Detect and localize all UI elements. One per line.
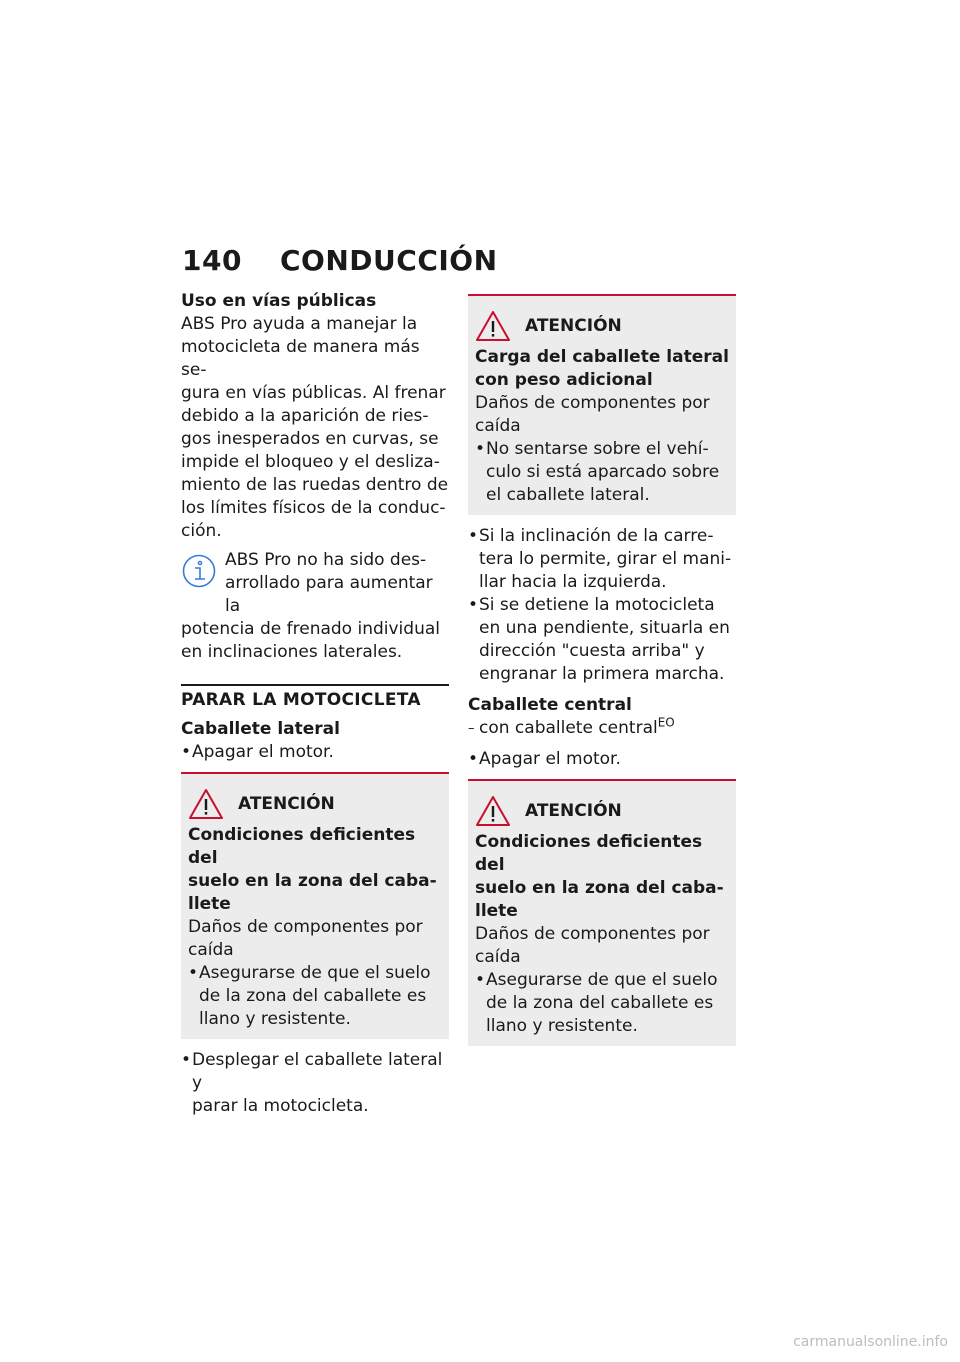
text-line: debido a la aparición de ries- bbox=[181, 406, 429, 426]
warning-text: Daños de componentes por bbox=[475, 924, 710, 944]
warning-title: ATENCIÓN bbox=[525, 801, 622, 821]
page-header bbox=[182, 244, 498, 277]
text-line: ABS Pro ayuda a manejar la bbox=[181, 314, 418, 334]
warning-text: caída bbox=[188, 940, 234, 960]
warning-bullet-cont: de la zona del caballete es bbox=[199, 986, 427, 1006]
text-line: los límites físicos de la conduc- bbox=[181, 498, 446, 518]
warning-bullet-cont: culo si está aparcado sobre bbox=[486, 462, 720, 482]
section-title: PARAR LA MOTOCICLETA bbox=[181, 690, 421, 710]
option-code: EO bbox=[657, 715, 675, 730]
list-item: • Si la inclinación de la carre- bbox=[468, 525, 736, 548]
text-line: potencia de frenado individual bbox=[181, 619, 440, 639]
list-item-cont: engranar la primera marcha. bbox=[479, 664, 725, 684]
text-line: miento de las ruedas dentro de bbox=[181, 475, 449, 495]
warning-bullet-cont: llano y resistente. bbox=[199, 1009, 351, 1029]
list-item: • Si se detiene la motocicleta bbox=[468, 594, 736, 617]
paragraph-abs-pro bbox=[181, 313, 449, 543]
warning-bullet-cont: llano y resistente. bbox=[486, 1016, 638, 1036]
text-line: arrollado para aumentar la bbox=[225, 573, 433, 616]
warning-title: ATENCIÓN bbox=[238, 794, 335, 814]
warning-heading: llete bbox=[475, 901, 518, 921]
info-note bbox=[181, 549, 449, 664]
text-line: ción. bbox=[181, 521, 222, 541]
warning-triangle-icon bbox=[475, 310, 511, 342]
list-item-cont: en una pendiente, situarla en bbox=[479, 618, 730, 638]
warning-triangle-icon bbox=[475, 795, 511, 827]
text-line: impide el bloqueo y el desliza- bbox=[181, 452, 440, 472]
section-divider bbox=[181, 684, 449, 712]
warning-box bbox=[181, 772, 449, 1039]
text-line: en inclinaciones laterales. bbox=[181, 642, 403, 662]
warning-title: ATENCIÓN bbox=[525, 316, 622, 336]
text-line: gura en vías públicas. Al frenar bbox=[181, 383, 446, 403]
right-column bbox=[468, 290, 736, 1056]
warning-header bbox=[188, 784, 442, 824]
chapter-title: CONDUCCIÓN bbox=[280, 244, 498, 277]
warning-header bbox=[475, 306, 729, 346]
warning-box bbox=[468, 779, 736, 1046]
warning-triangle-icon bbox=[188, 788, 224, 820]
left-column bbox=[181, 290, 449, 1118]
list-item-cont: llar hacia la izquierda. bbox=[479, 572, 667, 592]
subheading-public-roads: Uso en vías públicas bbox=[181, 291, 377, 311]
warning-text: Daños de componentes por bbox=[475, 393, 710, 413]
subheading-center-stand: Caballete central bbox=[468, 695, 632, 715]
warning-bullet: • Asegurarse de que el suelo bbox=[188, 962, 442, 985]
warning-bullet: • Asegurarse de que el suelo bbox=[475, 969, 729, 992]
info-icon bbox=[181, 553, 217, 589]
text-line: ABS Pro no ha sido des- bbox=[225, 550, 427, 570]
text-line: motocicleta de manera más se- bbox=[181, 337, 420, 380]
warning-heading: suelo en la zona del caba- bbox=[188, 871, 437, 891]
list-item: • Apagar el motor. bbox=[181, 741, 449, 764]
list-item-cont: parar la motocicleta. bbox=[192, 1096, 369, 1116]
warning-heading: Condiciones deficientes del bbox=[475, 832, 703, 875]
text-line: gos inesperados en curvas, se bbox=[181, 429, 439, 449]
equipment-note: – con caballete central$^{EO}$ bbox=[468, 717, 736, 740]
warning-heading: suelo en la zona del caba- bbox=[475, 878, 724, 898]
warning-bullet-cont: el caballete lateral. bbox=[486, 485, 650, 505]
warning-box bbox=[468, 294, 736, 515]
warning-text: caída bbox=[475, 416, 521, 436]
list-item: • Apagar el motor. bbox=[468, 748, 736, 771]
list-item-cont: tera lo permite, girar el mani- bbox=[479, 549, 732, 569]
page-number: 140 bbox=[182, 244, 242, 277]
warning-header bbox=[475, 791, 729, 831]
warning-heading: Carga del caballete lateral bbox=[475, 347, 729, 367]
warning-text: Daños de componentes por bbox=[188, 917, 423, 937]
subheading-side-stand: Caballete lateral bbox=[181, 719, 340, 739]
list-item: • Desplegar el caballete lateral y bbox=[181, 1049, 449, 1095]
warning-text: caída bbox=[475, 947, 521, 967]
warning-heading: con peso adicional bbox=[475, 370, 653, 390]
warning-heading: llete bbox=[188, 894, 231, 914]
warning-bullet: • No sentarse sobre el vehí- bbox=[475, 438, 729, 461]
warning-bullet-cont: de la zona del caballete es bbox=[486, 993, 714, 1013]
list-item-cont: dirección "cuesta arriba" y bbox=[479, 641, 705, 661]
watermark-link[interactable]: carmanualsonline.info bbox=[793, 1334, 948, 1350]
warning-heading: Condiciones deficientes del bbox=[188, 825, 416, 868]
